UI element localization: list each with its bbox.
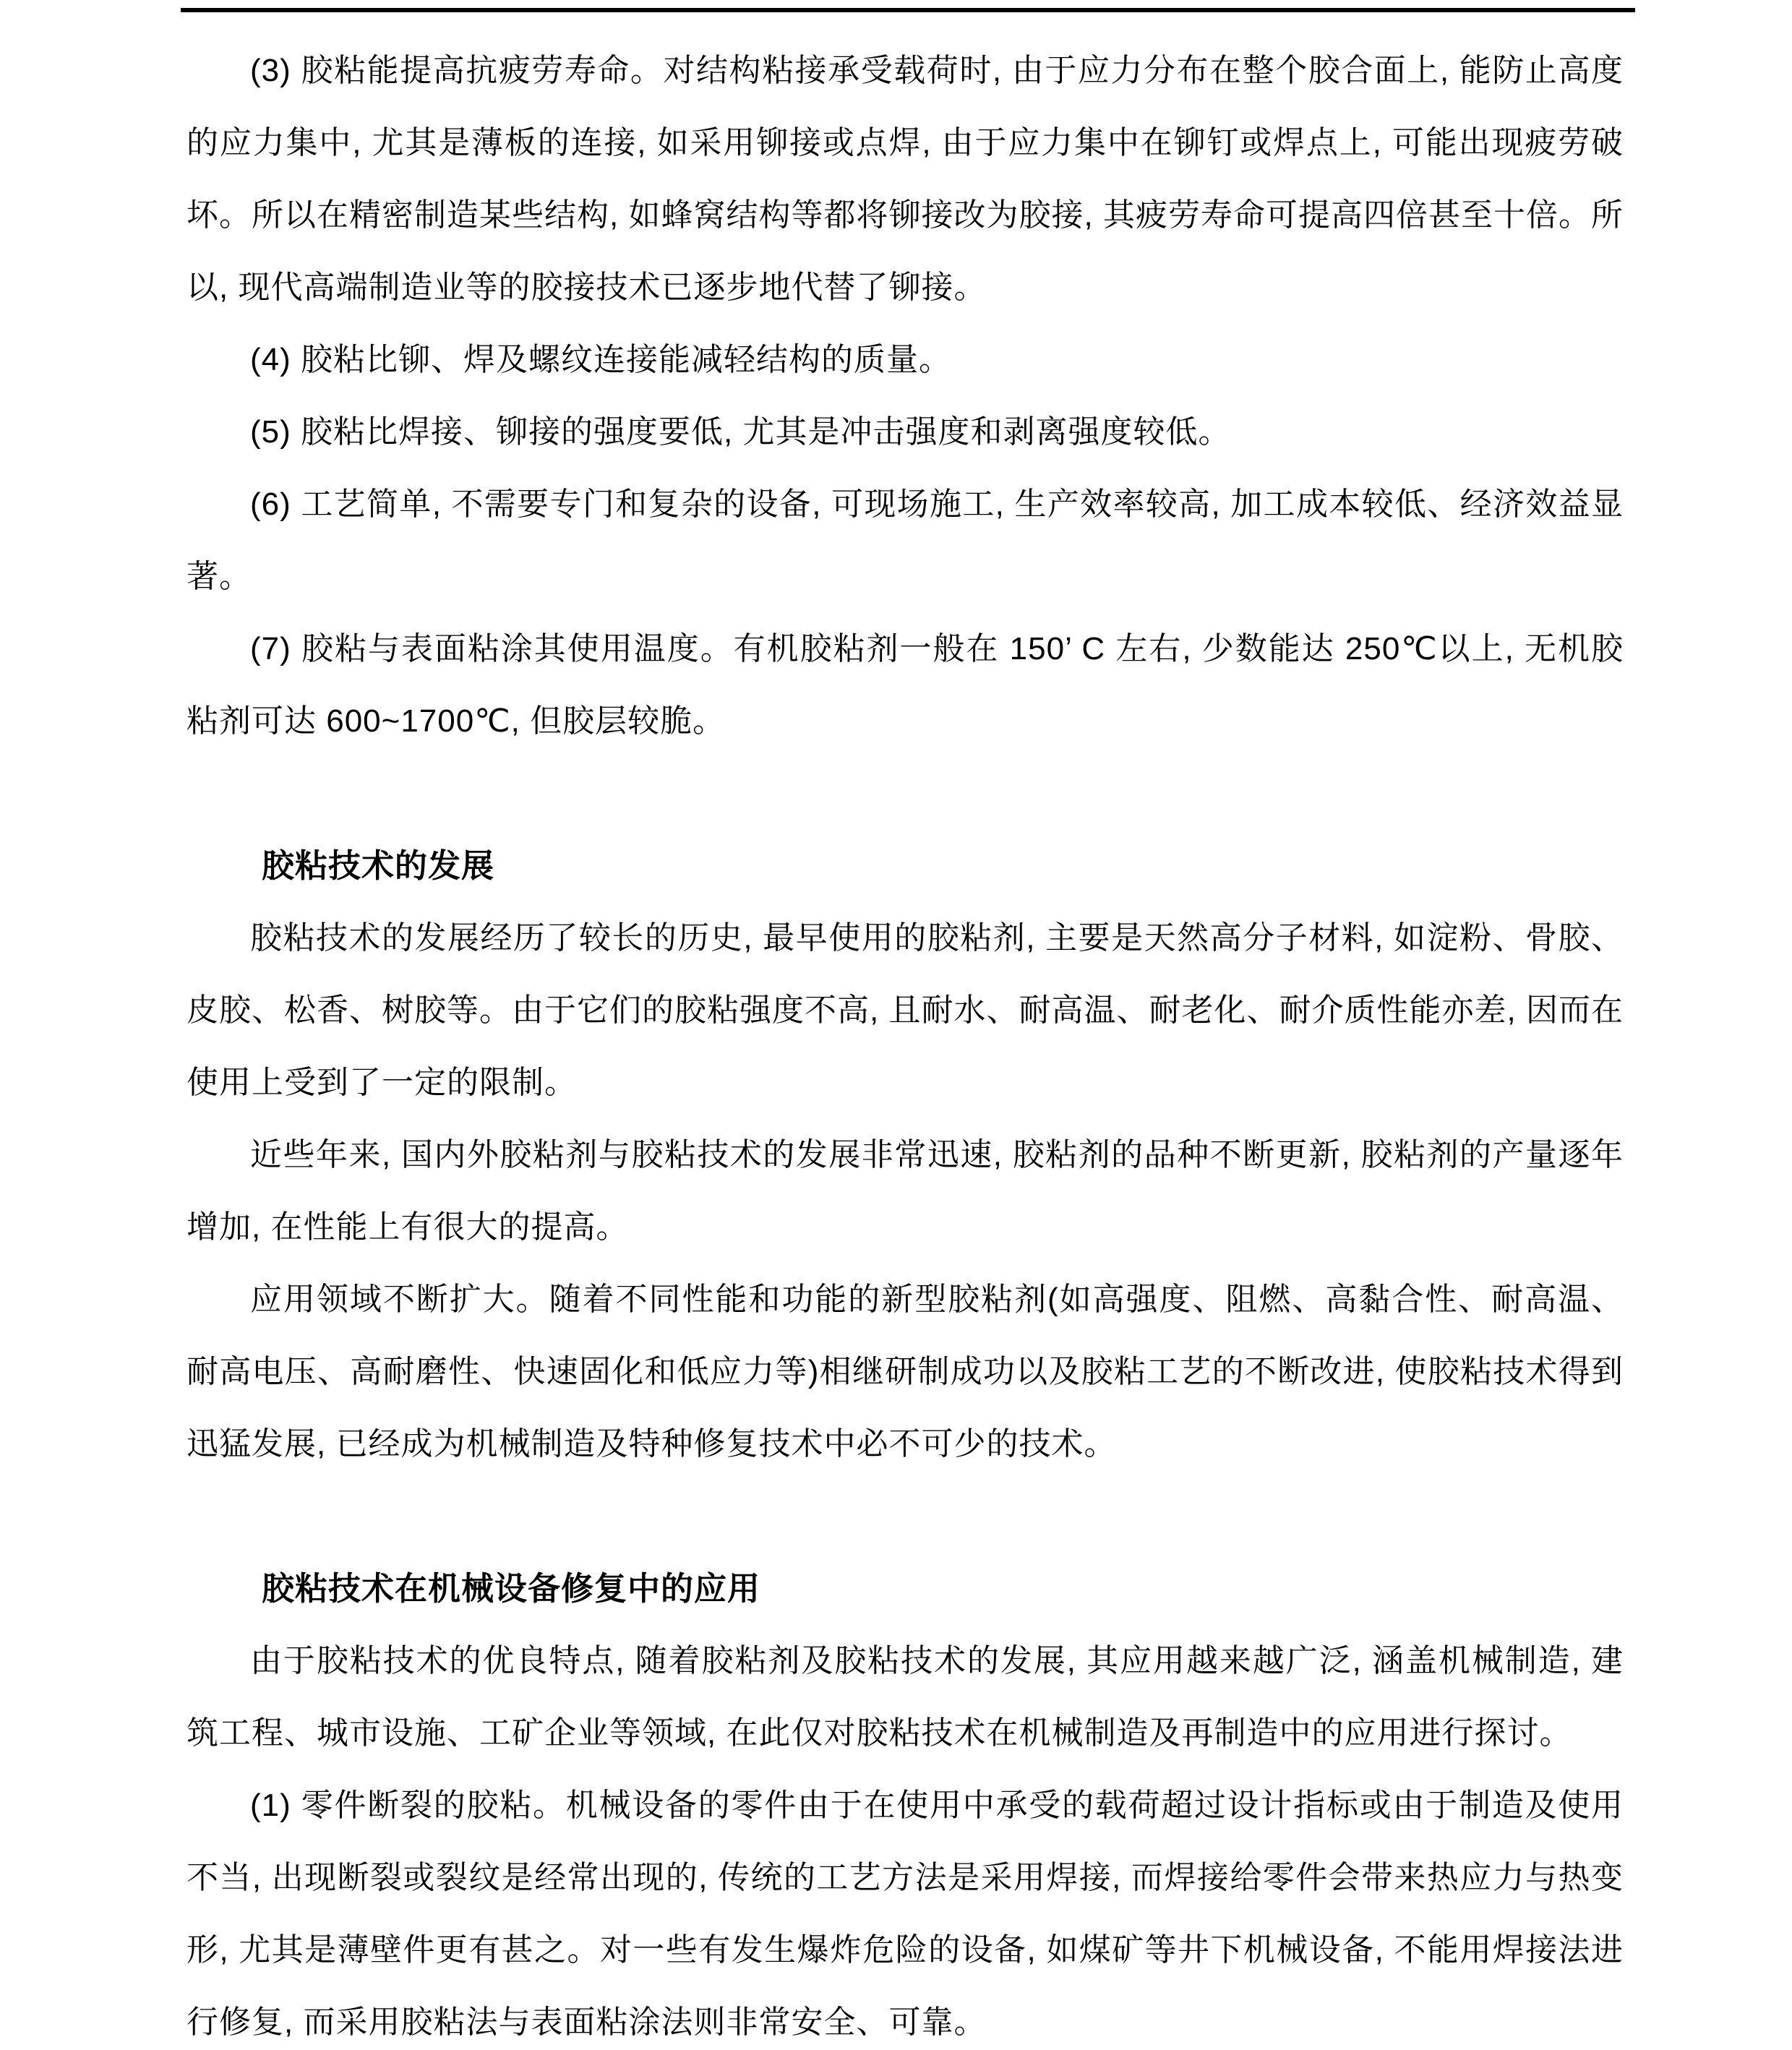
paragraph-point-3-fatigue-life: (3) 胶粘能提高抗疲劳寿命。对结构粘接承受载荷时, 由于应力分布在整个胶合面上, 能防止高度的应力集中, 尤其是薄板的连接, 如采用铆接或点焊, 由于应力集中在铆钉或焊点上, 可能出现疲劳破坏。所以在精密制造某些结构, 如蜂窝结构等都将铆接改为胶接, 其疲劳寿命可提高四倍甚至十倍。所以, 现代高端制造业等的胶接技术已逐步地代替了铆接。 — [187, 53, 1624, 305]
section-heading-application-in-machinery-repair: 胶粘技术在机械设备修复中的应用 — [262, 1570, 761, 1607]
paragraph-expanding-application-fields: 应用领域不断扩大。随着不同性能和功能的新型胶粘剂(如高强度、阻燃、高黏合性、耐高温、耐高电压、高耐磨性、快速固化和低应力等)相继研制成功以及胶粘工艺的不断改进, 使胶粘技术得到迅猛发展, 已经成为机械制造及特种修复技术中必不可少的技术。 — [187, 1282, 1624, 1462]
paragraph-point-6-simple-process: (6) 工艺简单, 不需要专门和复杂的设备, 可现场施工, 生产效率较高, 加工成本较低、经济效益显著。 — [187, 486, 1624, 594]
paragraph-point-4-weight-reduction: (4) 胶粘比铆、焊及螺纹连接能减轻结构的质量。 — [250, 342, 951, 377]
paragraph-point-5-lower-strength: (5) 胶粘比焊接、铆接的强度要低, 尤其是冲击强度和剥离强度较低。 — [250, 414, 1231, 450]
header-rule — [181, 8, 1635, 12]
document-body — [187, 35, 1624, 2050]
paragraph-history-of-adhesives: 胶粘技术的发展经历了较长的历史, 最早使用的胶粘剂, 主要是天然高分子材料, 如淀粉、骨胶、皮胶、松香、树胶等。由于它们的胶粘强度不高, 且耐水、耐高温、耐老化、耐介质性能亦差, 因而在使用上受到了一定的限制。 — [187, 920, 1624, 1100]
paragraph-application-scope: 由于胶粘技术的优良特点, 随着胶粘剂及胶粘技术的发展, 其应用越来越广泛, 涵盖机械制造, 建筑工程、城市设施、工矿企业等领域, 在此仅对胶粘技术在机械制造及再制造中的应用进行探讨。 — [187, 1643, 1624, 1751]
blank-line — [187, 1480, 1624, 1553]
paragraph-point-1-bonding-broken-parts: (1) 零件断裂的胶粘。机械设备的零件由于在使用中承受的载荷超过设计指标或由于制造及使用不当, 出现断裂或裂纹是经常出现的, 传统的工艺方法是采用焊接, 而焊接给零件会带来热应力与热变形, 尤其是薄壁件更有甚之。对一些有发生爆炸危险的设备, 如煤矿等井下机械设备, 不能用焊接法进行修复, 而采用胶粘法与表面粘涂法则非常安全、可靠。 — [187, 1788, 1624, 2040]
paragraph-recent-rapid-development: 近些年来, 国内外胶粘剂与胶粘技术的发展非常迅速, 胶粘剂的品种不断更新, 胶粘剂的产量逐年增加, 在性能上有很大的提高。 — [187, 1137, 1624, 1245]
blank-line — [187, 758, 1624, 830]
section-heading-adhesive-technology-development: 胶粘技术的发展 — [262, 847, 495, 884]
paragraph-point-7-service-temperature: (7) 胶粘与表面粘涂其使用温度。有机胶粘剂一般在 150’ C 左右, 少数能达 250℃以上, 无机胶粘剂可达 600~1700℃, 但胶层较脆。 — [187, 631, 1624, 739]
